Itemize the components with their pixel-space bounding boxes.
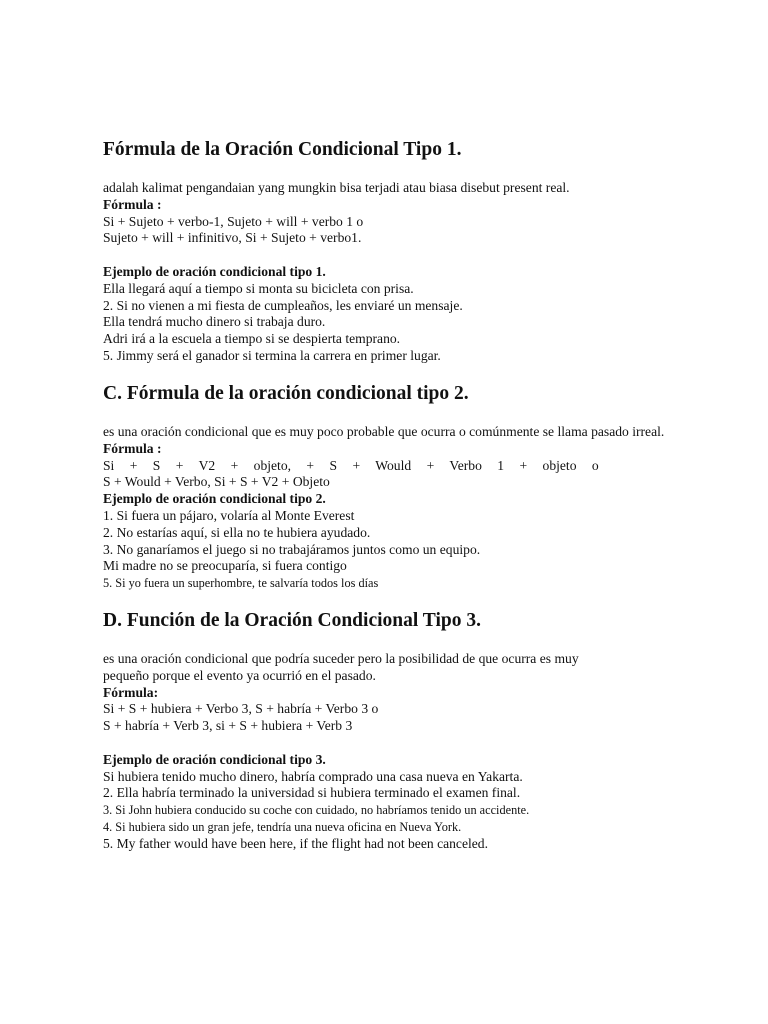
section1-body [103, 180, 743, 365]
section3-example: 3. Si John hubiera conducido su coche con cuidado, no habríamos tenido un accidente. [103, 803, 530, 818]
section1-example-heading: Ejemplo de oración condicional tipo 1. [103, 263, 326, 279]
section1-example: Adri irá a la escuela a tiempo si se despierta temprano. [103, 331, 401, 347]
section1-formula-line: Sujeto + will + infinitivo, Si + Sujeto + verbo1. [103, 230, 362, 246]
section3-example: Si hubiera tenido mucho dinero, habría comprado una casa nueva en Yakarta. [103, 768, 523, 784]
section3-intro-line: pequeño porque el evento ya ocurrió en el pasado. [103, 667, 376, 683]
section2-title: C. Fórmula de la oración condicional tipo 2. [103, 383, 469, 404]
section3-formula-line: S + habría + Verb 3, si + S + hubiera + Verb 3 [103, 718, 353, 734]
section2-example: Mi madre no se preocuparía, si fuera contigo [103, 558, 347, 574]
section2-formula-line: Si + S + V2 + objeto, + S + Would + Verbo 1 + objeto o [103, 457, 599, 473]
section1-example: Ella tendrá mucho dinero si trabaja duro. [103, 314, 326, 330]
section3-example: 5. My father would have been here, if the flight had not been canceled. [103, 835, 489, 851]
section3-example: 2. Ella habría terminado la universidad si hubiera terminado el examen final. [103, 785, 521, 801]
section1-example: 5. Jimmy será el ganador si termina la carrera en primer lugar. [103, 347, 441, 363]
section3-example-heading: Ejemplo de oración condicional tipo 3. [103, 751, 326, 767]
section3-formula-label: Fórmula: [103, 684, 159, 700]
section1-intro: adalah kalimat pengandaian yang mungkin bisa terjadi atau biasa disebut present real. [103, 180, 570, 195]
section1-example: Ella llegará aquí a tiempo si monta su bicicleta con prisa. [103, 280, 414, 296]
section2-example-heading: Ejemplo de oración condicional tipo 2. [103, 491, 326, 507]
section3-example: 4. Si hubiera sido un gran jefe, tendría una nueva oficina en Nueva York. [103, 819, 462, 834]
section3-intro-line: es una oración condicional que podría suceder pero la posibilidad de que ocurra es muy [103, 651, 579, 666]
section2-example: 2. No estarías aquí, si ella no te hubiera ayudado. [103, 524, 371, 540]
section2-body [103, 424, 743, 592]
spacer [103, 247, 743, 264]
section3-formula-line: Si + S + hubiera + Verbo 3, S + habría + Verbo 3 o [103, 701, 379, 717]
section1-example: 2. Si no vienen a mi fiesta de cumpleaños, les enviaré un mensaje. [103, 297, 463, 313]
section1-formula-line: Si + Sujeto + verbo-1, Sujeto + will + verbo 1 o [103, 213, 364, 229]
spacer [103, 735, 743, 752]
section2-intro: es una oración condicional que es muy poco probable que ocurra o comúnmente se llama pasado irreal. [103, 424, 665, 439]
section2-formula-line: S + Would + Verbo, Si + S + V2 + Objeto [103, 474, 330, 490]
section1-formula-label: Fórmula : [103, 196, 162, 212]
section2-example: 3. No ganaríamos el juego si no trabajáramos juntos como un equipo. [103, 541, 481, 557]
section3-title: D. Función de la Oración Condicional Tipo 3. [103, 610, 481, 631]
section2-example: 1. Si fuera un pájaro, volaría al Monte Everest [103, 507, 355, 523]
section3-body [103, 651, 743, 853]
section1-title: Fórmula de la Oración Condicional Tipo 1. [103, 139, 462, 160]
section2-example: 5. Si yo fuera un superhombre, te salvaría todos los días [103, 576, 379, 591]
section2-formula-label: Fórmula : [103, 440, 162, 456]
